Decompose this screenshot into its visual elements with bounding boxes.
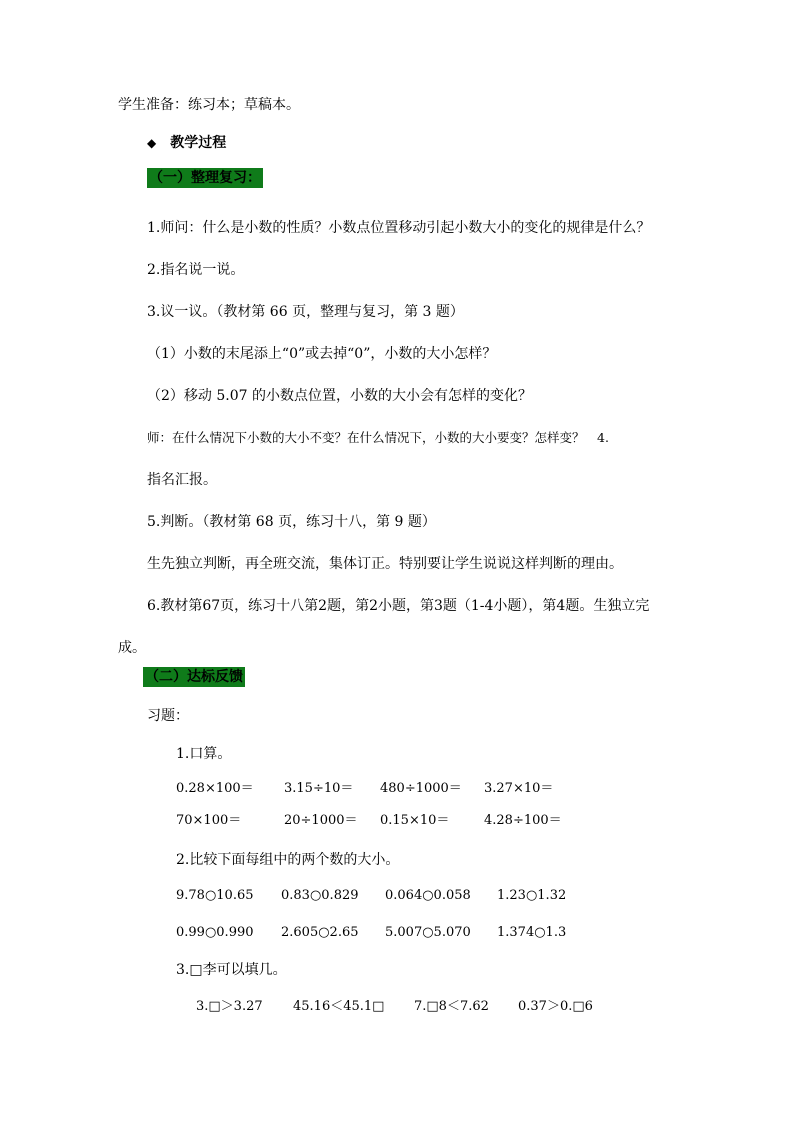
compare-item: 0.83○0.829 [281, 888, 359, 903]
paragraph-3: 3.议一议。（教材第 66 页，整理与复习，第 3 题） [147, 304, 464, 320]
compare-item: 1.23○1.32 [497, 888, 567, 903]
compare-item: 1.374○1.3 [497, 925, 567, 940]
fill-item: 45.16＜45.1□ [293, 999, 385, 1014]
compare-item: 5.007○5.070 [385, 925, 471, 940]
diamond-bullet-icon: ◆ [147, 136, 157, 150]
paragraph-5: 5.判断。（教材第 68 页，练习十八，第 9 题） [147, 514, 436, 530]
calc-item: 70×100＝ [176, 813, 242, 828]
calc-item: 0.15×10＝ [380, 813, 450, 828]
paragraph-4: 指名汇报。 [147, 472, 217, 488]
section-review-heading [147, 168, 263, 188]
exercises-label: 习题： [147, 708, 189, 724]
process-heading [147, 134, 226, 152]
fill-item: 7.□8＜7.62 [414, 999, 489, 1014]
compare-item: 9.78○10.65 [176, 888, 254, 903]
fill-item: 3.□＞3.27 [196, 999, 263, 1014]
paragraph-3b: （2）移动 5.07 的小数点位置，小数的大小会有怎样的变化？ [147, 388, 532, 404]
section-feedback-text: （二）达标反馈 [145, 669, 243, 685]
paragraph-3a: （1）小数的末尾添上“0”或去掉“0”，小数的大小怎样？ [147, 346, 497, 362]
question-1: 1.口算。 [176, 746, 232, 762]
calc-item: 4.28÷100＝ [484, 813, 562, 828]
paragraph-6b: 成。 [118, 640, 146, 656]
section-feedback-heading [143, 667, 245, 687]
question-2: 2.比较下面每组中的两个数的大小。 [176, 852, 400, 868]
teacher-question: 师：在什么情况下小数的大小不变？在什么情况下，小数的大小要变？怎样变？ 4. [147, 430, 609, 445]
calc-item: 3.27×10＝ [484, 781, 554, 796]
compare-item: 0.064○0.058 [385, 888, 471, 903]
section-review-text: （一）整理复习： [149, 170, 261, 186]
fill-item: 0.37＞0.□6 [518, 999, 593, 1014]
calc-item: 20÷1000＝ [284, 813, 358, 828]
compare-item: 2.605○2.65 [281, 925, 359, 940]
calc-item: 3.15÷10＝ [284, 781, 354, 796]
student-prep: 学生准备：练习本；草稿本。 [118, 97, 300, 113]
calc-item: 0.28×100＝ [176, 781, 254, 796]
process-heading-text: 教学过程 [170, 135, 227, 151]
question-3: 3.□李可以填几。 [176, 962, 287, 978]
calc-item: 480÷1000＝ [380, 781, 462, 796]
compare-item: 0.99○0.990 [176, 925, 254, 940]
paragraph-6: 6.教材第67页，练习十八第2题，第2小题，第3题（1-4小题），第4题。生独立完 [147, 598, 650, 614]
paragraph-2: 2.指名说一说。 [147, 262, 245, 278]
paragraph-1: 1.师问：什么是小数的性质？小数点位置移动引起小数大小的变化的规律是什么？ [147, 220, 651, 236]
paragraph-5b: 生先独立判断，再全班交流，集体订正。特别要让学生说说这样判断的理由。 [147, 556, 623, 572]
